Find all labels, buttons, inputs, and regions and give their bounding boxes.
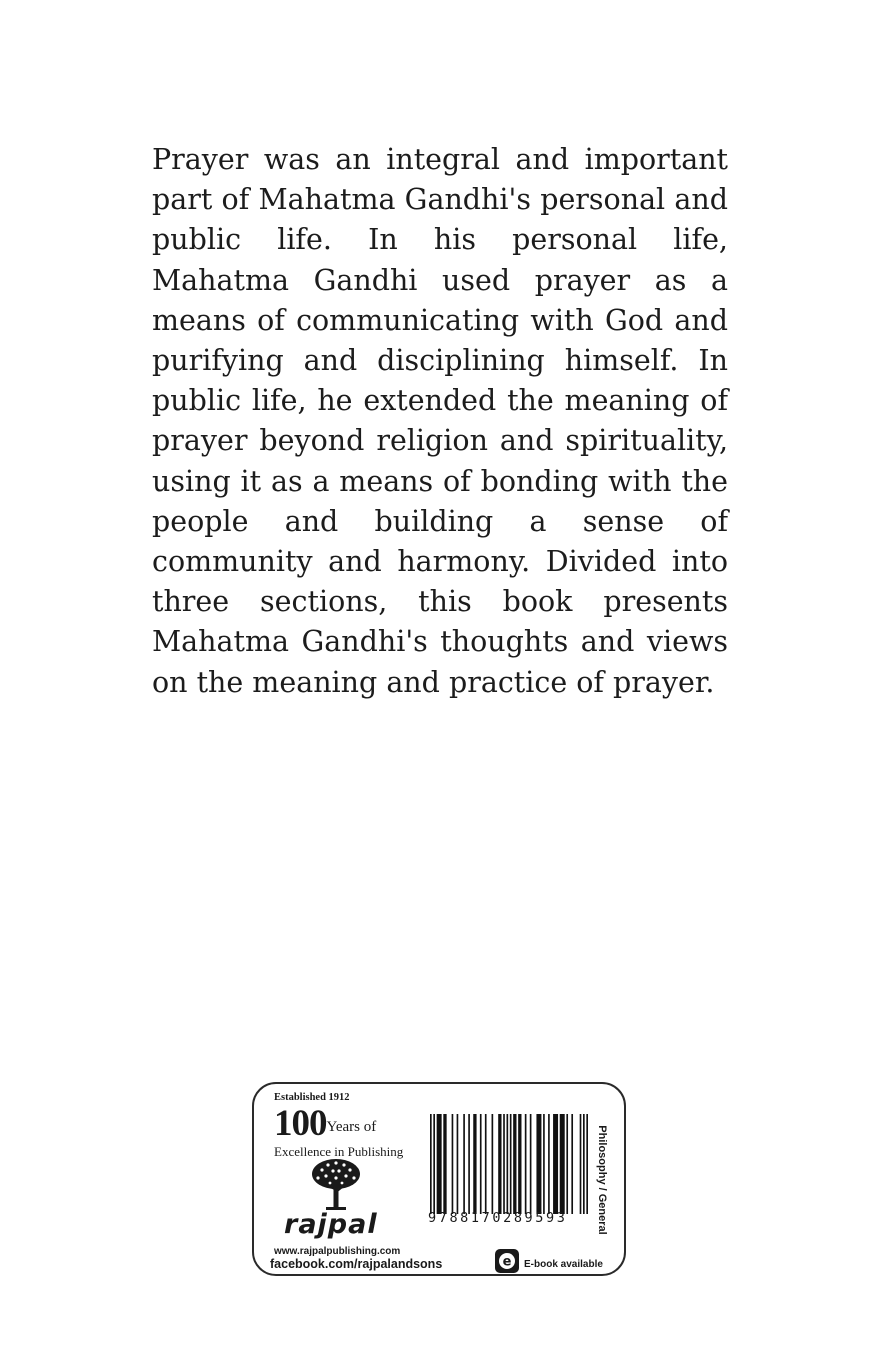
isbn-barcode [430,1114,588,1214]
barcode-bar [433,1114,435,1214]
barcode-bar [463,1114,465,1214]
ebook-available-text: E-book available [524,1259,603,1270]
barcode-bar [580,1114,582,1214]
barcode-bar [510,1114,512,1214]
anniversary-badge [274,1105,376,1142]
barcode-bar [507,1114,509,1214]
publisher-info-box [252,1082,626,1276]
barcode-bar [536,1114,541,1214]
established-text: Established 1912 [274,1092,350,1103]
barcode-bar [548,1114,550,1214]
barcode-bar [518,1114,521,1214]
barcode-bar [452,1114,454,1214]
barcode-bar [503,1114,505,1214]
barcode-bar [525,1114,527,1214]
facebook-link[interactable]: facebook.com/rajpalandsons [270,1257,443,1271]
barcode-bar [437,1114,442,1214]
barcode-digits: 9788170289593 [428,1210,568,1226]
barcode-bar [480,1114,482,1214]
barcode-bar [430,1114,432,1214]
barcode-bar [571,1114,573,1214]
barcode-bar [553,1114,558,1214]
publisher-block [274,1092,434,1257]
barcode-bar [513,1114,516,1214]
barcode-bar [485,1114,487,1214]
barcode-bar [443,1114,446,1214]
category-text: Philosophy / General [596,1125,608,1235]
barcode-bar [543,1114,545,1214]
years-label: Years of [326,1119,377,1135]
website-link[interactable]: www.rajpalpublishing.com [274,1246,401,1257]
barcode-bar [457,1114,459,1214]
barcode-bar [468,1114,470,1214]
ebook-icon-letter: e [502,1254,512,1270]
publisher-logo-text: rajpal [284,1209,378,1240]
barcode-bar [473,1114,476,1214]
publisher-tagline: Excellence in Publishing [274,1144,404,1159]
barcode-bar [583,1114,585,1214]
ebook-icon [494,1248,520,1274]
barcode-bar [586,1114,588,1214]
barcode-bar [560,1114,565,1214]
tree-logo-icon [308,1156,364,1212]
barcode-bar [566,1114,568,1214]
category-label [594,1125,610,1235]
back-cover-blurb: Prayer was an integral and important part of Mahatma Gandhi's personal and public life. In his personal life, Mahatma Gandhi used prayer as a means of communicating with God and purifying and disciplining himself. In public life, he extended the meaning of prayer beyond religion and spirituality, using it as a means of bonding with the people and building a sense of community and harmony. Divided into three sections, this book presents Mahatma Gandhi's thoughts and views on the meaning and practice of prayer. [152,143,728,699]
barcode-bar [492,1114,494,1214]
barcode-bar [498,1114,501,1214]
barcode-bar [530,1114,532,1214]
years-number: 100 [274,1103,327,1144]
